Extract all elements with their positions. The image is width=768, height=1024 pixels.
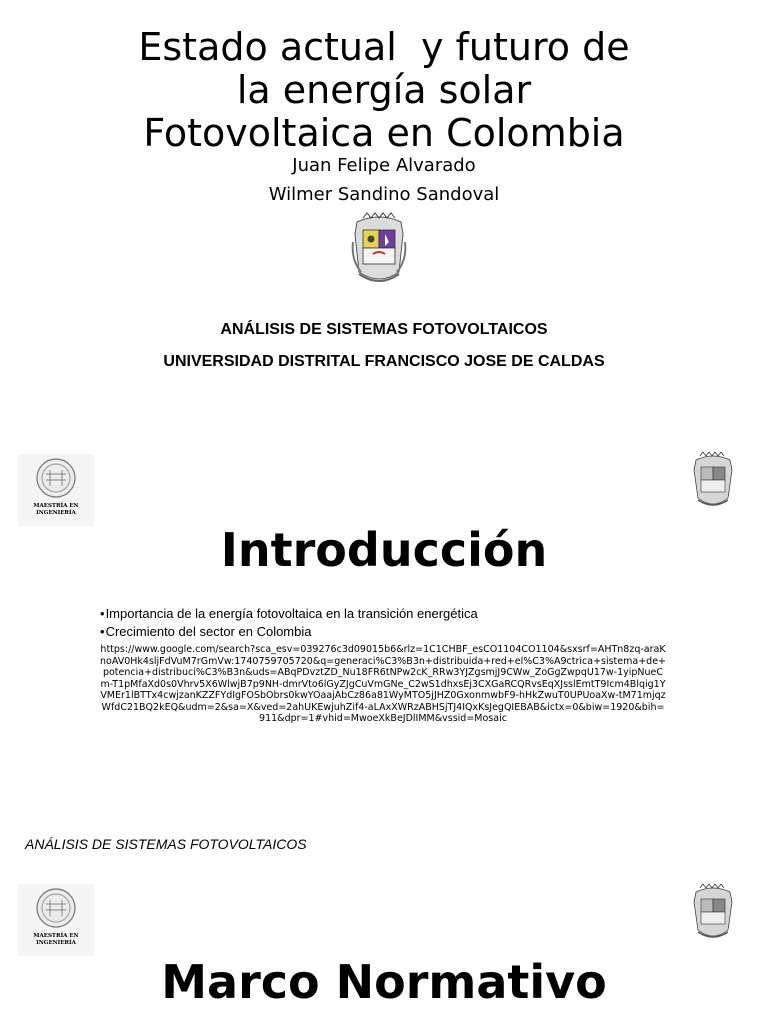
masters-engineering-logo — [18, 454, 94, 526]
bullet-item — [100, 623, 660, 641]
title-line-3: Fotovoltaica en Colombia — [143, 111, 625, 155]
university-crest-icon — [690, 452, 736, 512]
title-slide — [0, 0, 768, 400]
course-name: ANÁLISIS DE SISTEMAS FOTOVOLTAICOS — [220, 321, 548, 338]
logo-caption-line-1: MAESTRÍA EN — [33, 503, 79, 509]
slide-footer: ANÁLISIS DE SISTEMAS FOTOVOLTAICOS — [25, 836, 307, 852]
title-line-1: Estado actual y futuro de — [138, 25, 630, 69]
masters-engineering-logo — [18, 884, 94, 956]
introduction-slide — [0, 440, 768, 860]
slide-heading: Introducción — [220, 523, 548, 577]
bullet-item — [100, 605, 660, 623]
university-crest-icon — [349, 212, 409, 290]
university-crest-icon — [690, 884, 736, 944]
bullet-text: Importancia de la energía fotovoltaica en la transición energética — [105, 606, 478, 621]
reference-url[interactable]: https://www.google.com/search?sca_esv=039276c3d09015b6&rlz=1C1CHBF_esCO1104CO1104&sxsrf=AHTn8zq-araKnoAV0Hk4sljFdVuM7rGmVw:1740759705720&q=generaci%C3%B3n+distribuida+red+el%C3%A9ctrica+sistema+de+potencia+distribuci%C3%B3n&uds=ABqPDvztZD_Nu18FR6tNPw2cK_RRw3YJZgsmjJ9CWw_ZoGgZwpqU17w-1yipNueCm-T1pMfaXd0s0Vhrv5X6WlwjB7p9NH-dmrVto6lGyZJgCuVmGNe_C2wS1dhxsEj3CXGaRCQRvsEqXJsslEmtT9Icm4Blqig1YVMEr1lBTTx4cwjzanKZZFYdIgFOSbObrs0kwYOaajAbCz86a81WyMTO5jJHZ0GxonmwbF9-hHkZwuT0UPUoaXw-tM71mjqzWfdC21BQ2kEQ&udm=2&sa=X&ved=2ahUKEwjuhZif4-aLAxXWRzABHSjTJ4IQxKsJegQIEBAB&ictx=0&biw=1920&bih=911&dpr=1#vhid=MwoeXkBeJDlIMM&vssid=Mosaic — [100, 644, 667, 724]
university-name: UNIVERSIDAD DISTRITAL FRANCISCO JOSE DE CALDAS — [163, 353, 605, 370]
logo-caption-line-2: INGENIERÍA — [36, 510, 76, 516]
logo-caption-line-2: INGENIERÍA — [36, 940, 76, 946]
bullet-text: Crecimiento del sector en Colombia — [105, 624, 312, 639]
bullet-list — [100, 605, 660, 641]
author-name: Juan Felipe Alvarado — [292, 155, 476, 176]
regulatory-framework-slide — [0, 870, 768, 1024]
logo-caption-line-1: MAESTRÍA EN — [33, 933, 79, 939]
title-line-2: la energía solar — [236, 68, 532, 112]
presentation-title — [0, 26, 768, 155]
slide-heading: Marco Normativo — [161, 955, 607, 1009]
author-name: Wilmer Sandino Sandoval — [268, 184, 500, 205]
